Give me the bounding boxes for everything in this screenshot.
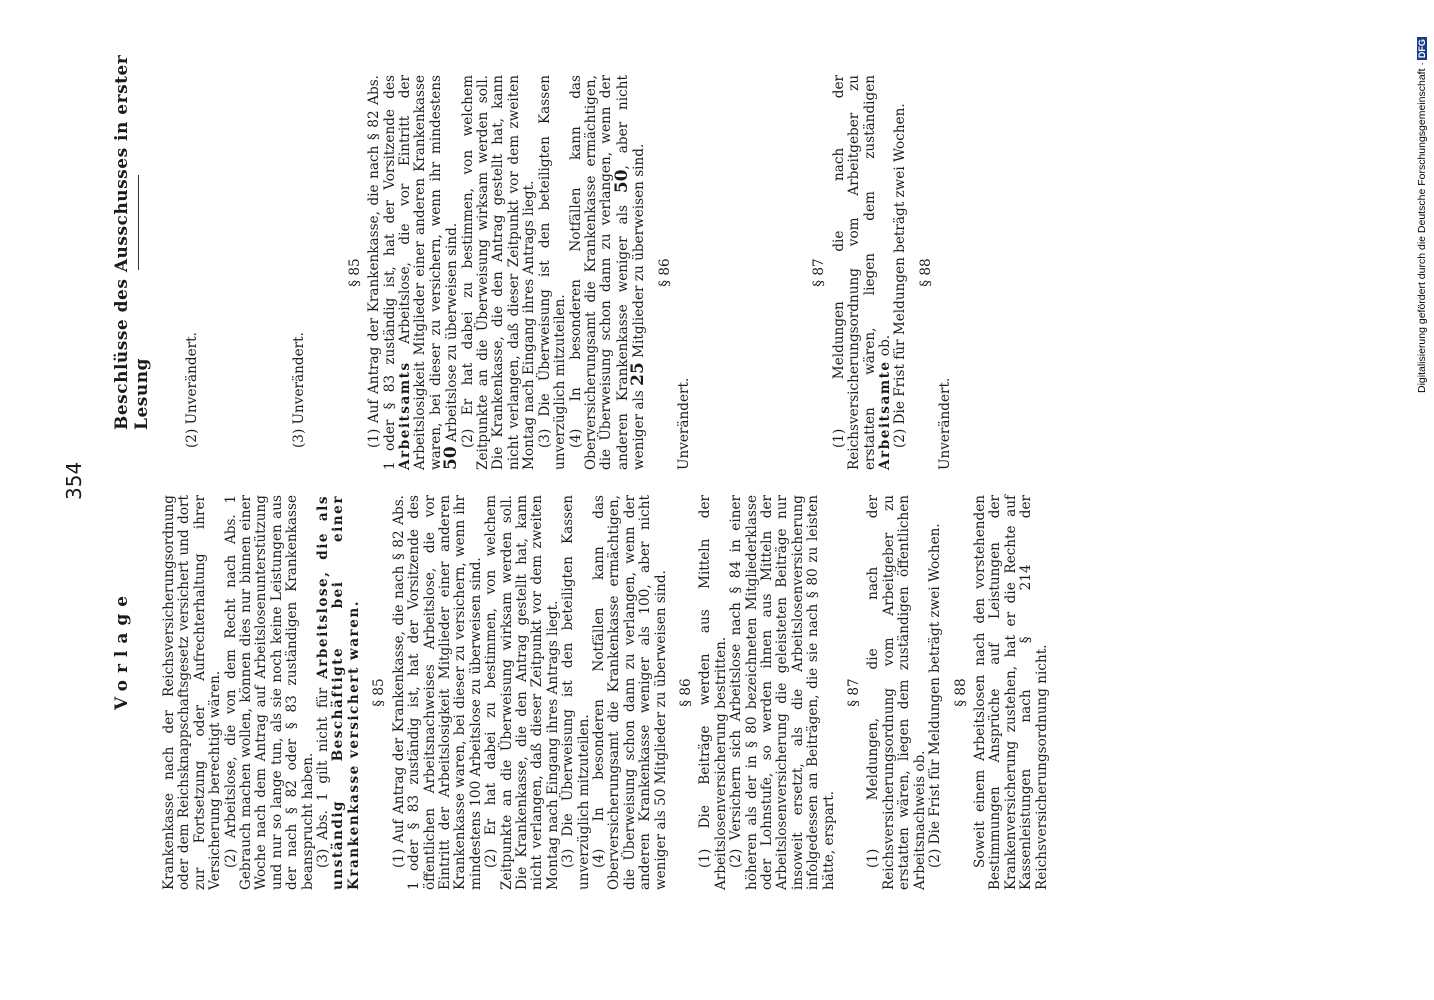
right-column-heading: Beschlüsse des Ausschusses in erster Lesung: [112, 54, 152, 430]
right-85-2: (2) Er hat dabei zu bestimmen, von welchem Zeitpunkte an die Überweisung wirksam werden soll. Die Krankenkasse, die den Antrag gestellt hat, kann nicht verlangen, daß dieser Zeitpunkt vor dem zweiten Montag nach Eingang ihres Antrags liegt.: [459, 75, 538, 470]
right-85-4-e: Mitglieder zu überweisen sind.: [631, 143, 648, 363]
right-para-3: (3) Unverändert.: [291, 332, 308, 448]
right-85-4-c: , aber nicht weniger als: [614, 75, 648, 470]
funding-sidebar: [1416, 8, 1430, 393]
left-87-1: (1) Meldungen, die nach der Reichsversicherungsordnung vom Arbeitgeber zu erstatten wären, liegen dem zuständigen öffentlichen Arbeitsnachweis ob.: [865, 495, 928, 890]
left-column: [162, 495, 1050, 890]
right-85-4-a: (4) In besonderen Notfällen kann das Oberversicherungsamt die Krankenkasse ermächtigen, die Überweisung schon dann zu verlangen, wenn der anderen Krankenkasse weniger als: [567, 75, 631, 470]
left-85-4: (4) In besonderen Notfällen kann das Oberversicherungsamt die Krankenkasse ermächtigen, die Überweisung schon dann zu verlangen, wenn der anderen Krankenkasse weniger als 100, aber nicht weniger als 50 Mitglieder zu überweisen sind.: [590, 495, 669, 890]
right-column: [110, 75, 954, 470]
left-section-88: § 88: [952, 678, 969, 707]
left-section-87: § 87: [846, 678, 863, 707]
left-87-2: (2) Die Frist für Meldungen beträgt zwei Wochen.: [927, 523, 944, 868]
left-para-2: (2) Arbeitslose, die von dem Recht nach Abs. 1 Gebrauch machen wollen, können dies nur binnen einer Woche nach dem Antrag auf Arbeitslosenunterstützung und nur so lange tun, als sie noch keine Leistungen aus der nach § 82 oder § 83 zuständigen Krankenkasse beansprucht haben.: [222, 495, 316, 890]
right-85-1-c: Arbeitslose, die vor Eintritt der Arbeitslosigkeit Mitglieder einer anderen Krankenkasse waren, bei dieser zu versichern, wenn ihr mindestens: [397, 75, 444, 470]
right-87-1-a: (1) Meldungen die nach der Reichsversicherungsordnung vom Arbeitgeber zu erstatten wären, liegen dem zuständigen: [830, 75, 878, 470]
left-86-1: (1) Die Beiträge werden aus Mitteln der Arbeitslosenversicherung bestritten.: [697, 495, 729, 890]
right-85-4-number-50: 50: [611, 169, 632, 194]
right-86-1: Unverändert.: [675, 377, 692, 470]
right-85-1-a: (1) Auf Antrag der Krankenkasse, die nach § 82 Abs. 1 oder § 83 zuständig ist, hat der Vorsitzende des: [366, 75, 398, 470]
dfg-logo: DFG: [1417, 39, 1427, 59]
right-85-1-number: 50: [441, 446, 462, 470]
right-87-1: [832, 75, 894, 470]
left-para-3: [316, 495, 362, 890]
left-para-3-start: (3) Abs. 1 gilt nicht für: [315, 678, 332, 868]
right-section-87: § 87: [811, 258, 828, 287]
funding-note-text: Digitalisierung gefördert durch die Deutsche Forschungsgemeinschaft ·: [1416, 62, 1428, 393]
left-section-86: § 86: [678, 678, 694, 707]
left-85-2: (2) Er hat dabei zu bestimmen, von welchem Zeitpunkte an die Überweisung wirksam werden soll. Die Krankenkasse, die den Antrag gestellt hat, kann nicht verlangen, daß dieser Zeitpunkt vor dem zweiten Montag nach Eingang ihres Antrags liegt.: [483, 495, 561, 890]
left-85-3: (3) Die Überweisung ist den beteiligten Kassen unverzüglich mitzuteilen.: [560, 495, 592, 890]
right-spacer-top: [110, 75, 185, 470]
right-section-88: § 88: [917, 258, 934, 287]
left-para-3-emphasis: Arbeitslose, die als unständig Beschäftigte bei einer Krankenkasse versichert waren.: [315, 495, 362, 890]
right-section-85: § 85: [346, 258, 363, 287]
right-85-4-number-25: 25: [628, 362, 649, 386]
right-85-4: [569, 75, 648, 470]
right-para-2: (2) Unverändert.: [184, 332, 200, 448]
funding-note: [1416, 8, 1430, 393]
left-column-heading: Vorlage: [112, 588, 132, 710]
right-section-86: § 86: [656, 258, 673, 287]
right-85-1-emphasis: Arbeitsamts: [397, 361, 414, 470]
right-87-1-emphasis: Arbeitsamte: [876, 360, 893, 470]
right-85-3: (3) Die Überweisung ist den beteiligten Kassen unverzüglich mitzuteilen.: [536, 75, 569, 470]
page-number: 354: [62, 461, 86, 500]
left-intro: Krankenkasse nach der Reichsversicherungsordnung oder dem Reichsknappschaftsgesetz versichert und dort zur Fortsetzung oder Aufrechterhaltung ihrer Versicherung berechtigt wären.: [161, 495, 224, 890]
left-88-1: Soweit einem Arbeitslosen nach den vorstehenden Bestimmungen Ansprüche auf Leistungen der Krankenversicherung zustehen, hat er die Rechte auf Kassenleistungen nach § 214 der Reichsversicherungsordnung nicht.: [971, 495, 1050, 890]
right-spacer-2: [200, 75, 292, 470]
left-85-1: (1) Auf Antrag der Krankenkasse, die nach § 82 Abs. 1 oder § 83 zuständig ist, hat der Vorsitzende des öffentlichen Arbeitsnachweises Arbeitslose, die vor Eintritt der Arbeitslosigkeit Mitglieder einer anderen Krankenkasse waren, bei dieser zu versichern, wenn ihr mindestens 100 Arbeitslose zu überweisen sind.: [390, 495, 484, 890]
right-87-1-c: ob.: [876, 334, 893, 361]
left-86-2: (2) Versichern sich Arbeitslose nach § 84 in einer höheren als der in § 80 bezeichneten Mitgliederklasse oder Lohnstufe, so werden ihnen aus Mitteln der Arbeitslosenversicherung die geleisteten Beiträge nur insoweit ersetzt, als die Arbeitslosenversicherung infolgedessen an Beiträgen, die sie nach § 80 zu leisten hätte, erspart.: [728, 495, 837, 890]
right-85-1: [367, 75, 460, 470]
left-section-85: § 85: [371, 678, 388, 707]
right-85-1-e: Arbeitslose zu überweisen sind.: [444, 222, 461, 447]
right-88-1: Unverändert.: [937, 377, 954, 470]
right-87-2: (2) Die Frist für Meldungen beträgt zwei Wochen.: [892, 103, 909, 448]
